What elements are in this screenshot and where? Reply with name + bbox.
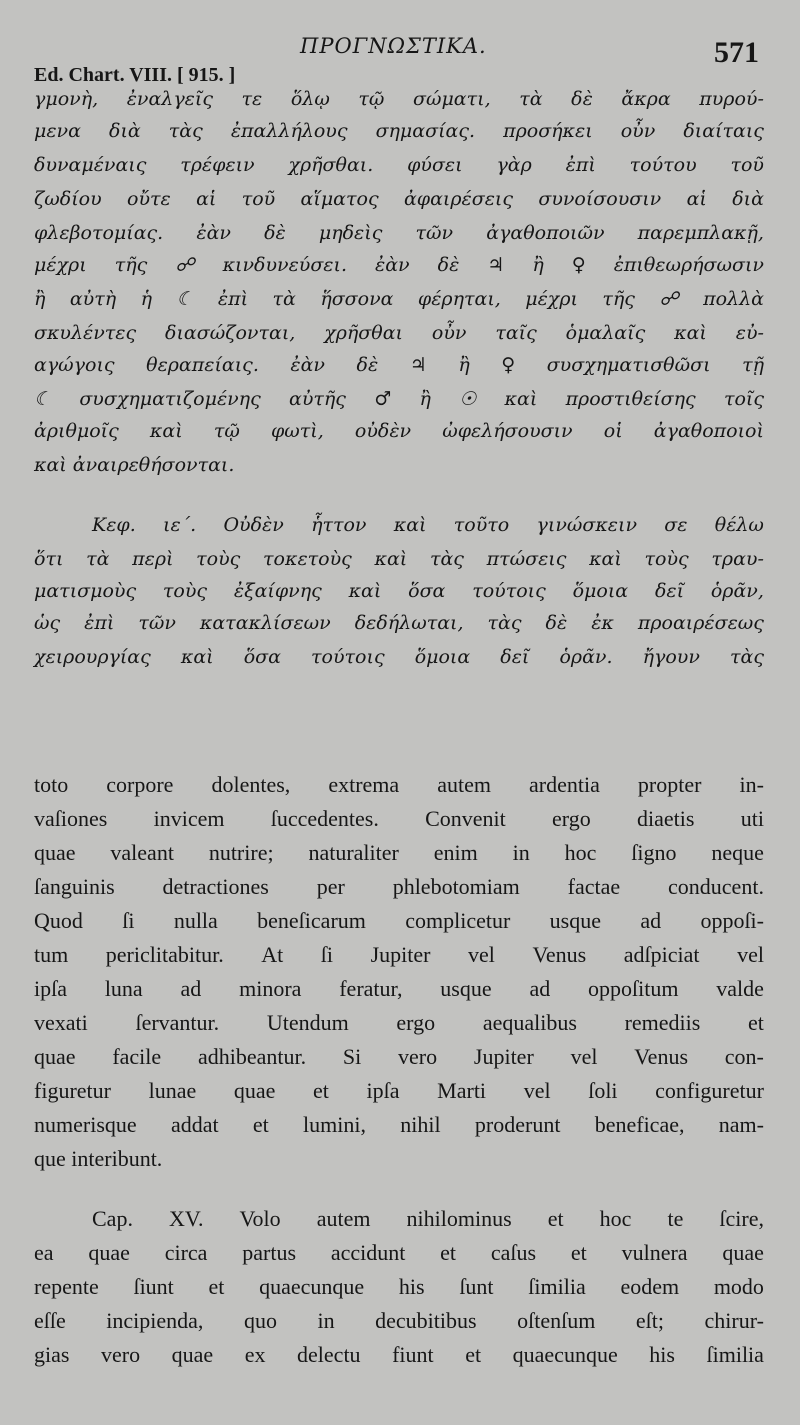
latin-text-line: quae valeant nutrire; naturaliter enim in hoc ſigno neque	[34, 840, 764, 865]
latin-text-line: eſſe incipienda, quo in decubitibus oſtenſum eſt; chirur-	[34, 1308, 764, 1333]
greek-text-line: χειρουργίας καὶ ὅσα τούτοις ὅμοια δεῖ ὁρᾶν. ἤγουν τὰς	[34, 646, 764, 668]
running-title: ΠΡΟΓΝΩΣΤΙΚΑ.	[300, 34, 487, 58]
greek-text-line: αγώγοις θεραπείαις. ἐὰν δὲ ♃ ἢ ♀ συσχηματισθῶσι τῇ	[34, 354, 764, 376]
greek-text-line: ἢ αὐτὴ ἡ ☾ ἐπὶ τὰ ἥσσονα φέρηται, μέχρι τῆς ☍ πολλὰ	[34, 288, 764, 310]
latin-text-line: vaſiones invicem ſuccedentes. Convenit ergo diaetis uti	[34, 806, 764, 831]
greek-text-line: ματισμοὺς τοὺς ἐξαίφνης καὶ ὅσα τούτοις ὅμοια δεῖ ὁρᾶν,	[34, 580, 764, 602]
latin-text-line: tum periclitabitur. At ſi Jupiter vel Venus adſpiciat vel	[34, 942, 764, 967]
greek-text-line: φλεβοτομίας. ἐὰν δὲ μηδεὶς τῶν ἀγαθοποιῶν παρεμπλακῇ,	[34, 222, 764, 244]
greek-text-line: δυναμέναις τρέφειν χρῆσθαι. φύσει γὰρ ἐπὶ τούτου τοῦ	[34, 154, 764, 176]
latin-text-line: Cap. XV. Volo autem nihilominus et hoc te ſcire,	[92, 1206, 764, 1231]
edition-reference: Ed. Chart. VIII. [ 915. ]	[34, 64, 236, 86]
greek-text-line: καὶ ἀναιρεθήσονται.	[34, 454, 235, 476]
latin-text-line: Quod ſi nulla beneſicarum complicetur usque ad oppoſi-	[34, 908, 764, 933]
greek-text-line: Κεφ. ιε΄. Οὐδὲν ἧττον καὶ τοῦτο γινώσκειν σε θέλω	[92, 514, 764, 536]
latin-text-line: vexati ſervantur. Utendum ergo aequalibus remediis et	[34, 1010, 764, 1035]
greek-text-line: ζωδίου οὔτε αἱ τοῦ αἵματος ἀφαιρέσεις συνοίσουσιν αἱ διὰ	[34, 188, 764, 210]
greek-text-line: σκυλέντες διασώζονται, χρῆσθαι οὖν ταῖς ὁμαλαῖς καὶ εὐ-	[34, 322, 764, 344]
greek-text-line: ἀριθμοῖς καὶ τῷ φωτὶ, οὐδὲν ὠφελήσουσιν οἱ ἀγαθοποιοὶ	[34, 420, 764, 442]
latin-text-line: repente ſiunt et quaecunque his ſunt ſimilia eodem modo	[34, 1274, 764, 1299]
greek-text-line: μέχρι τῆς ☍ κινδυνεύσει. ἐὰν δὲ ♃ ἢ ♀ ἐπιθεωρήσωσιν	[34, 254, 764, 276]
latin-text-line: ſanguinis detractiones per phlebotomiam factae conducent.	[34, 874, 764, 899]
latin-text-line: ea quae circa partus accidunt et caſus et vulnera quae	[34, 1240, 764, 1265]
page-number: 571	[714, 36, 759, 69]
latin-text-line: toto corpore dolentes, extrema autem ardentia propter in-	[34, 772, 764, 797]
latin-text-line: figuretur lunae quae et ipſa Marti vel ſoli configuretur	[34, 1078, 764, 1103]
greek-text-line: ☾ συσχηματιζομένης αὐτῆς ♂ ἢ ☉ καὶ προστιθείσης τοῖς	[34, 388, 764, 410]
latin-text-line: gias vero quae ex delectu fiunt et quaecunque his ſimilia	[34, 1342, 764, 1367]
greek-text-line: ὡς ἐπὶ τῶν κατακλίσεων δεδήλωται, τὰς δὲ ἐκ προαιρέσεως	[34, 612, 764, 634]
greek-text-line: μενα διὰ τὰς ἐπαλλήλους σημασίας. προσήκει οὖν διαίταις	[34, 120, 764, 142]
greek-text-line: γμονὴ, ἐναλγεῖς τε ὅλῳ τῷ σώματι, τὰ δὲ ἄκρα πυρού-	[34, 88, 764, 110]
latin-text-line: ipſa luna ad minora feratur, usque ad oppoſitum valde	[34, 976, 764, 1001]
greek-text-line: ὅτι τὰ περὶ τοὺς τοκετοὺς καὶ τὰς πτώσεις καὶ τοὺς τραυ-	[34, 548, 764, 570]
latin-text-line: que interibunt.	[34, 1146, 163, 1171]
latin-text-line: numerisque addat et lumini, nihil proderunt beneficae, nam-	[34, 1112, 764, 1137]
latin-text-line: quae facile adhibeantur. Si vero Jupiter vel Venus con-	[34, 1044, 764, 1069]
